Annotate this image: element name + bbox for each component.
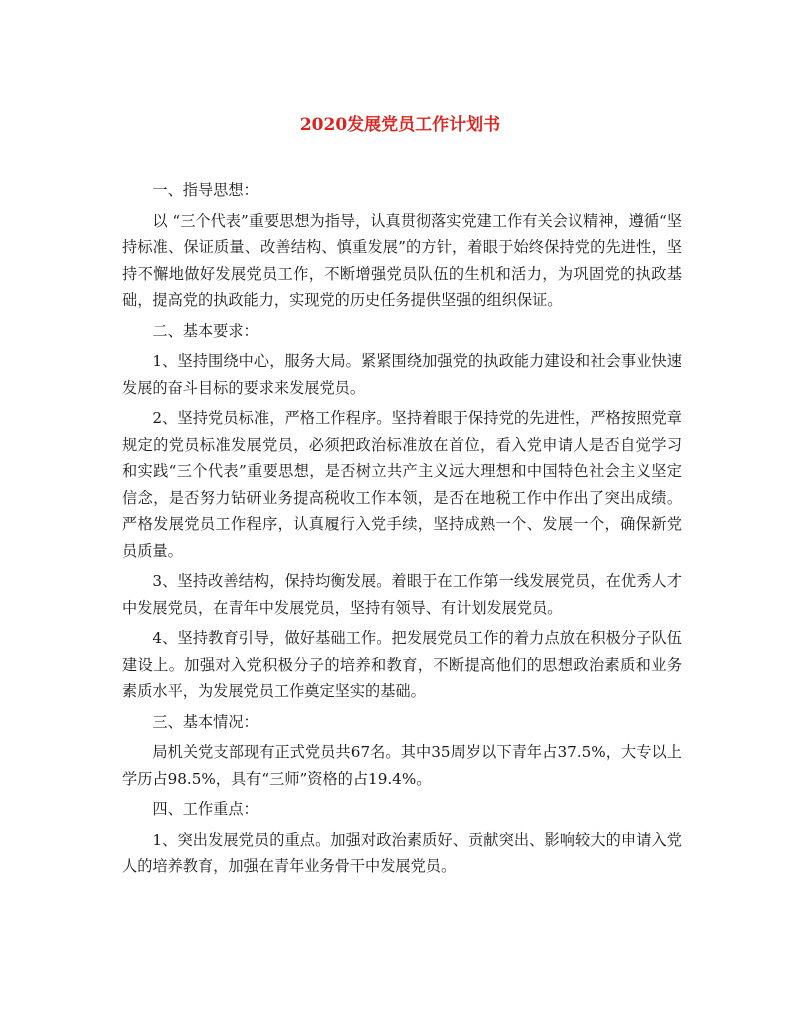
body-paragraph: 以 “三个代表”重要思想为指导，认真贯彻落实党建工作有关会议精神，遵循“坚持标准、保证质量、改善结构、慎重发展”的方针，着眼于始终保持党的先进性，坚持不懈地做好发展党员工作，不断增强党员队伍的生机和活力，为巩固党的执政基础，提高党的执政能力，实现党的历史任务提供坚强的组织保证。 [122, 211, 682, 309]
section-heading: 一、指导思想： [152, 181, 259, 199]
section-heading: 三、基本情况： [152, 712, 259, 731]
section-heading: 四、工作重点： [152, 800, 259, 818]
body-paragraph: 局机关党支部现有正式党员共67名。其中35周岁以下青年占37.5%，大专以上学历占98.5%，具有“三师”资格的占19.4%。 [122, 743, 682, 788]
section-heading: 二、基本要求： [152, 321, 259, 340]
body-paragraph: 2、坚持党员标准，严格工作程序。坚持着眼于保持党的先进性，严格按照党章规定的党员标准发展党员，必须把政治标准放在首位，看入党申请人是否自觉学习和实践“三个代表”重要思想，是否树立共产主义远大理想和中国特色社会主义坚定信念，是否努力钻研业务提高税收工作本领，是否在地税工作中作出了突出成绩。严格发展党员工作程序，认真履行入党手续，坚持成熟一个、发展一个，确保新党员质量。 [122, 409, 682, 560]
body-paragraph: 3、坚持改善结构，保持均衡发展。着眼于在工作第一线发展党员，在优秀人才中发展党员，在青年中发展党员，坚持有领导、有计划发展党员。 [122, 572, 682, 617]
document-title: 2020发展党员工作计划书 [299, 115, 501, 135]
body-paragraph: 4、坚持教育引导，做好基础工作。把发展党员工作的着力点放在积极分子队伍建设上。加强对入党积极分子的培养和教育，不断提高他们的思想政治素质和业务素质水平，为发展党员工作奠定坚实的基础。 [122, 629, 682, 700]
body-paragraph: 1、突出发展党员的重点。加强对政治素质好、贡献突出、影响较大的申请入党人的培养教育，加强在青年业务骨干中发展党员。 [122, 830, 682, 875]
document-body [122, 177, 682, 884]
body-paragraph: 1、坚持围绕中心，服务大局。紧紧围绕加强党的执政能力建设和社会事业快速发展的奋斗目标的要求来发展党员。 [122, 352, 682, 397]
